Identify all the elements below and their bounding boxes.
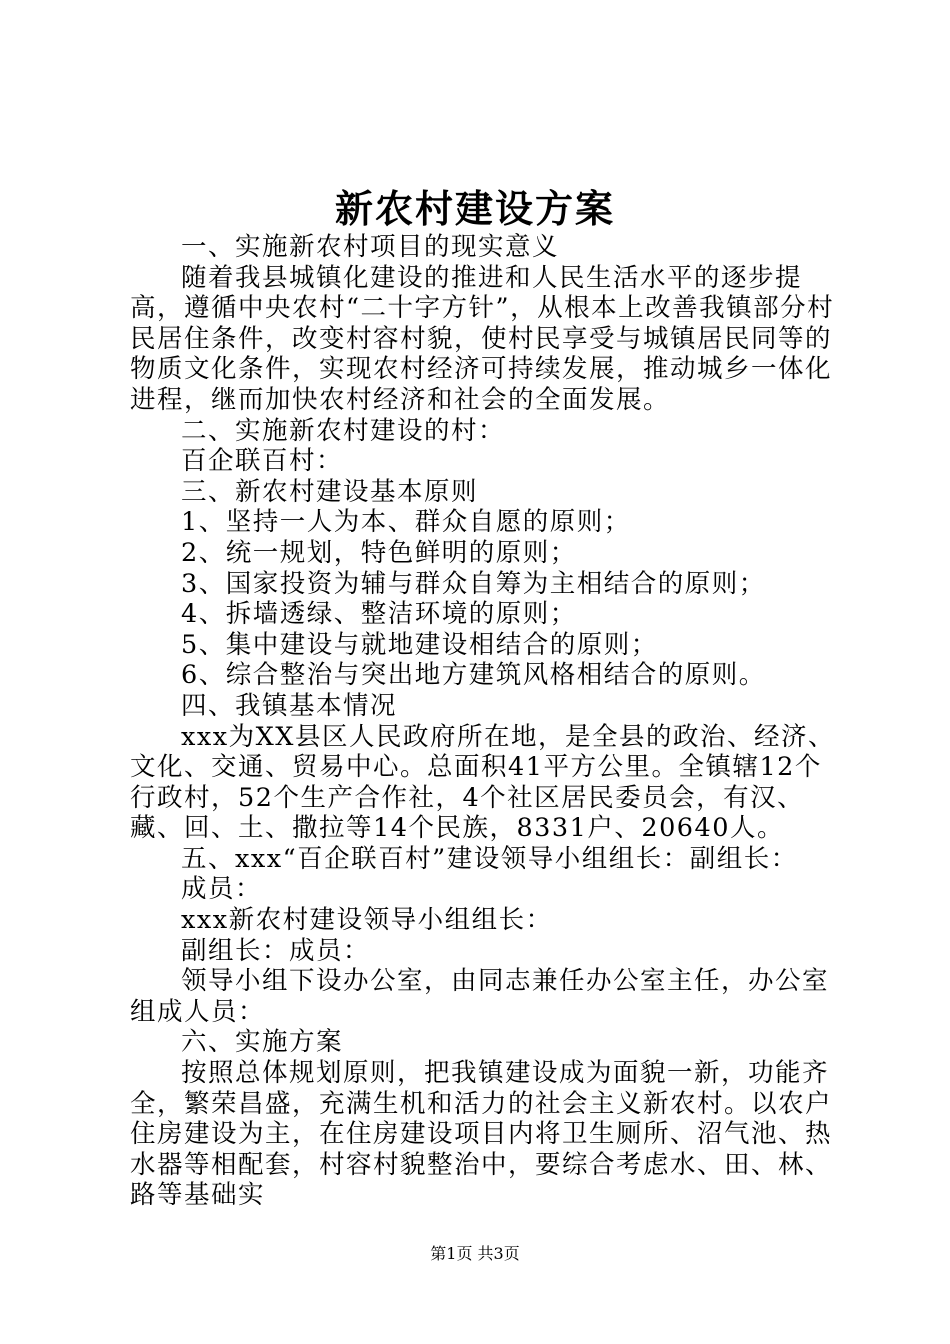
document-body <box>130 232 840 1211</box>
paragraph-significance: 随着我县城镇化建设的推进和人民生活水平的逐步提高，遵循中央农村“二十字方针”，从根本上改善我镇部分村民居住条件，改变村容村貌，使村民享受与城镇居民同等的物质文化条件，实现农村经济可持续发展，推动城乡一体化进程，继而加快农村经济和社会的全面发展。 <box>130 262 835 415</box>
page-footer: 第1页 共3页 <box>430 1244 520 1263</box>
section-heading-2: 二、实施新农村建设的村： <box>181 415 506 446</box>
paragraph-leader-group: xxx新农村建设领导小组组长： <box>181 905 553 936</box>
principle-item: 2、统一规划，特色鲜明的原则； <box>181 537 577 568</box>
principle-item: 5、集中建设与就地建设相结合的原则； <box>181 629 658 660</box>
section-heading-6: 六、实施方案 <box>181 1027 344 1058</box>
paragraph-office: 领导小组下设办公室，由同志兼任办公室主任，办公室组成人员： <box>130 966 830 1027</box>
principle-item: 3、国家投资为辅与群众自筹为主相结合的原则； <box>181 568 766 599</box>
section-heading-4: 四、我镇基本情况 <box>181 690 398 721</box>
principle-item: 6、综合整治与突出地方建筑风格相结合的原则。 <box>181 660 766 691</box>
section-heading-3: 三、新农村建设基本原则 <box>181 476 479 507</box>
principle-item: 1、坚持一人为本、群众自愿的原则； <box>181 507 631 538</box>
paragraph-members: 成员： <box>181 874 263 905</box>
paragraph-implementation: 按照总体规划原则，把我镇建设成为面貌一新，功能齐全，繁荣昌盛，充满生机和活力的社会主义新农村。以农户住房建设为主，在住房建设项目内将卫生厕所、沼气池、热水器等相配套，村容村貌整治中，要综合考虑水、田、林、路等基础实 <box>130 1058 833 1211</box>
paragraph-town-overview: xxx为XX县区人民政府所在地，是全县的政治、经济、文化、交通、贸易中心。总面积41平方公里。全镇辖12个行政村，52个生产合作社，4个社区居民委员会，有汉、藏、回、土、撒拉等14个民族，8331户、20640人。 <box>130 721 835 844</box>
paragraph-villages: 百企联百村： <box>181 446 344 477</box>
document-title: 新农村建设方案 <box>334 186 615 231</box>
section-heading-1: 一、实施新农村项目的现实意义 <box>181 232 560 262</box>
section-heading-5: 五、xxx“百企联百村”建设领导小组组长：副组长： <box>181 843 798 874</box>
principle-item: 4、拆墙透绿、整洁环境的原则； <box>181 599 577 630</box>
paragraph-deputy-members: 副组长：成员： <box>181 935 371 966</box>
